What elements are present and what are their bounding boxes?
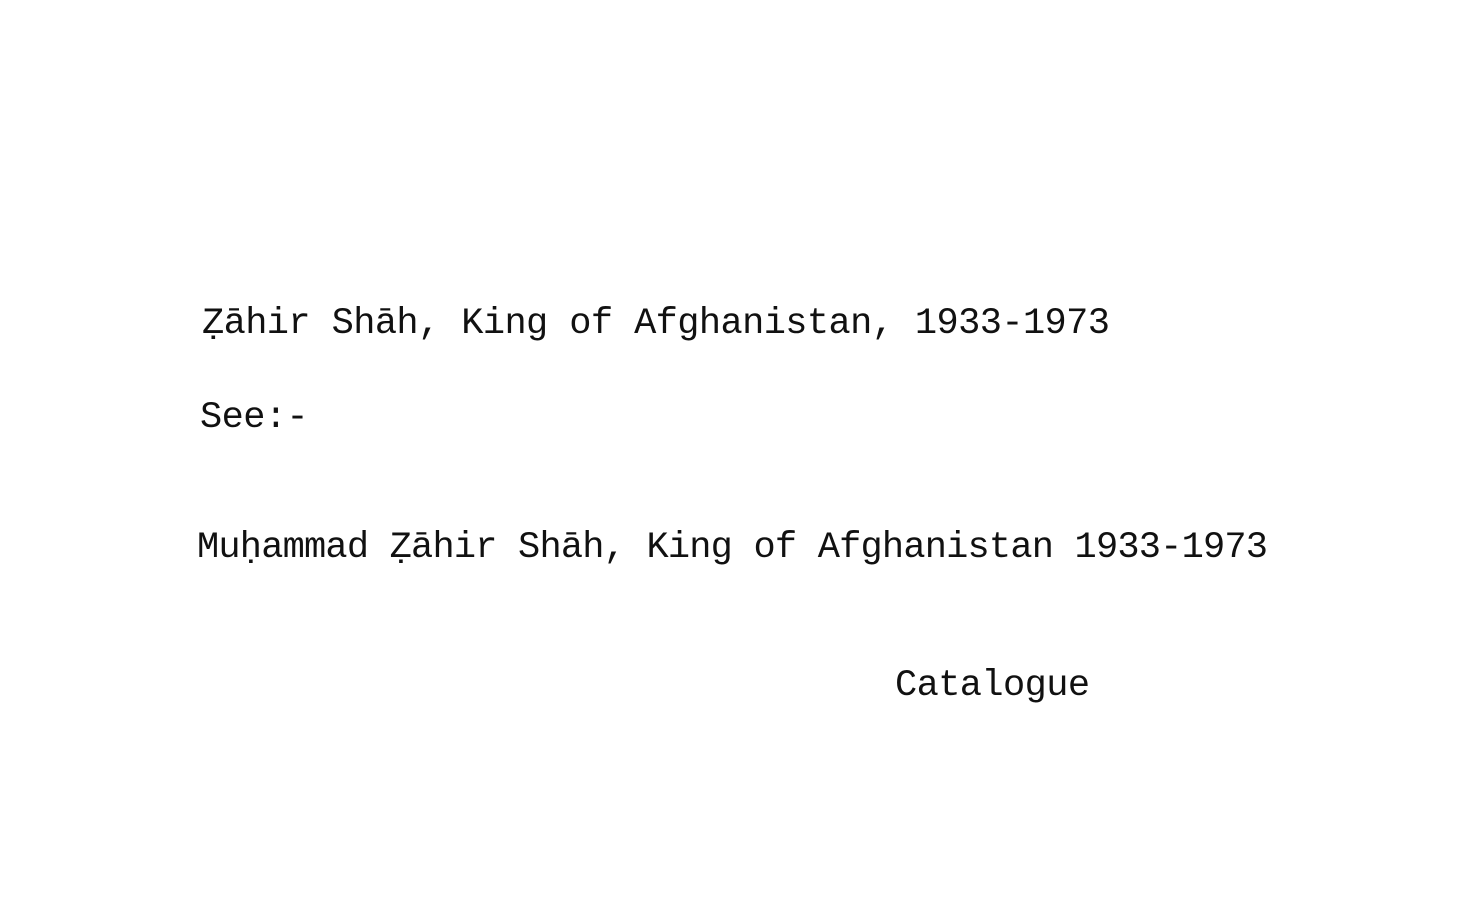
see-reference-label: See:- xyxy=(200,397,309,439)
heading-entry: Ẓāhir Shāh, King of Afghanistan, 1933-1973 xyxy=(202,303,1110,345)
catalogue-label: Catalogue xyxy=(895,665,1090,707)
referenced-entry: Muḥammad Ẓāhir Shāh, King of Afghanistan 1933-1973 xyxy=(197,527,1268,569)
